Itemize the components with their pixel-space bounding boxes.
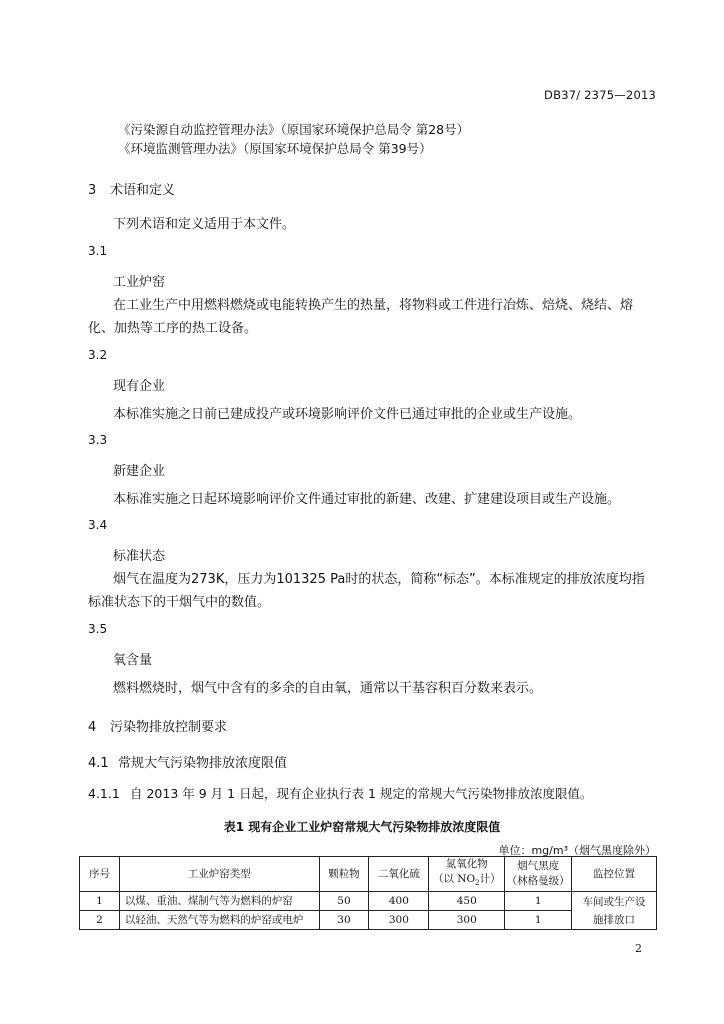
header-nox-suffix: 计） — [479, 873, 501, 885]
term-number: 3.4 — [88, 518, 108, 532]
header-monitor: 监控位置 — [572, 857, 657, 892]
section-title: 污染物排放控制要求 — [110, 720, 228, 735]
header-nox — [429, 857, 505, 892]
header-nox-prefix: （以 NO — [432, 873, 476, 885]
subsection-heading — [88, 752, 287, 771]
table-caption: 表1 现有企业工业炉窑常规大气污染物排放浓度限值 — [223, 820, 501, 834]
header-so2: 二氧化硫 — [369, 857, 429, 892]
subsection-number: 4.1 — [88, 756, 109, 771]
reference-line: 《污染源自动监控管理办法》（原国家环境保护总局令 第28号） — [118, 122, 470, 137]
term-name: 新建企业 — [113, 464, 166, 479]
term-number: 3.5 — [88, 622, 108, 636]
table-row — [80, 892, 657, 911]
section-number: 4 — [88, 720, 97, 735]
section-title: 术语和定义 — [110, 183, 176, 198]
clause-number: 4.1.1 — [88, 786, 120, 801]
cell-pm: 30 — [319, 911, 369, 930]
cell-nox: 300 — [429, 911, 505, 930]
cell-smoke: 1 — [505, 911, 572, 930]
cell-so2: 400 — [369, 892, 429, 911]
term-number: 3.1 — [88, 244, 108, 258]
cell-smoke: 1 — [505, 892, 572, 911]
term-definition: 本标准实施之日起环境影响评价文件通过审批的新建、改建、扩建建设项目或生产设施。 — [113, 492, 621, 507]
header-nox-line2 — [429, 872, 504, 891]
cell-no: 1 — [80, 892, 120, 911]
term-name: 现有企业 — [113, 379, 166, 394]
term-name: 氧含量 — [113, 653, 153, 668]
header-nox-line1: 氮氧化物 — [445, 858, 488, 870]
term-definition: 在工业生产中用燃料燃烧或电能转换产生的热量，将物料或工件进行冶炼、焙烧、烧结、熔化、加热等工序的热工设备。 — [88, 298, 634, 336]
cell-nox: 450 — [429, 892, 505, 911]
clause-4-1-1 — [88, 784, 592, 802]
cell-type: 以煤、重油、煤制气等为燃料的炉窑 — [119, 892, 319, 911]
term-number: 3.3 — [88, 433, 108, 447]
term-number: 3.2 — [88, 348, 108, 362]
cell-monitor — [572, 892, 657, 930]
monitor-line2: 施排放口 — [593, 913, 636, 926]
page-number: 2 — [635, 942, 642, 955]
table-row — [80, 911, 657, 930]
header-smoke — [505, 857, 572, 892]
term-definition: 烟气在温度为273K，压力为101325 Pa时的状态，简称“标态”。本标准规定的排放浓度均指标准状态下的干烟气中的数值。 — [88, 572, 645, 610]
cell-pm: 50 — [319, 892, 369, 911]
term-name: 标准状态 — [113, 549, 166, 564]
header-nox-sub: 2 — [475, 879, 480, 888]
header-type: 工业炉窑类型 — [119, 857, 319, 892]
section-4-heading — [88, 716, 227, 735]
header-smoke-line1: 烟气黑度 — [517, 860, 560, 873]
reference-line: 《环境监测管理办法》（原国家环境保护总局令 第39号） — [118, 141, 432, 156]
clause-text: 自 2013 年 9 月 1 日起，现有企业执行表 1 规定的常规大气污染物排放浓度限值。 — [130, 786, 593, 801]
header-smoke-line2: （林格曼级） — [506, 875, 570, 888]
emission-limits-table — [79, 856, 657, 930]
term-definition: 燃料燃烧时，烟气中含有的多余的自由氧，通常以干基容积百分数来表示。 — [113, 681, 543, 696]
cell-so2: 300 — [369, 911, 429, 930]
monitor-line1: 车间或生产设 — [582, 895, 646, 908]
header-no: 序号 — [80, 857, 120, 892]
cell-type: 以轻油、天然气等为燃料的炉窑或电炉 — [119, 911, 319, 930]
cell-no: 2 — [80, 911, 120, 930]
term-definition: 本标准实施之日前已建成投产或环境影响评价文件已通过审批的企业或生产设施。 — [113, 407, 582, 422]
subsection-title: 常规大气污染物排放浓度限值 — [118, 756, 288, 771]
standard-number: DB37/ 2375—2013 — [544, 88, 656, 102]
table-unit: 单位：mg/m³（烟气黑度除外） — [498, 844, 656, 857]
section-number: 3 — [88, 183, 97, 198]
table-header-row — [80, 857, 657, 892]
section-3-intro: 下列术语和定义适用于本文件。 — [113, 217, 296, 232]
header-pm: 颗粒物 — [319, 857, 369, 892]
term-name: 工业炉窑 — [113, 275, 166, 290]
section-3-heading — [88, 179, 175, 198]
